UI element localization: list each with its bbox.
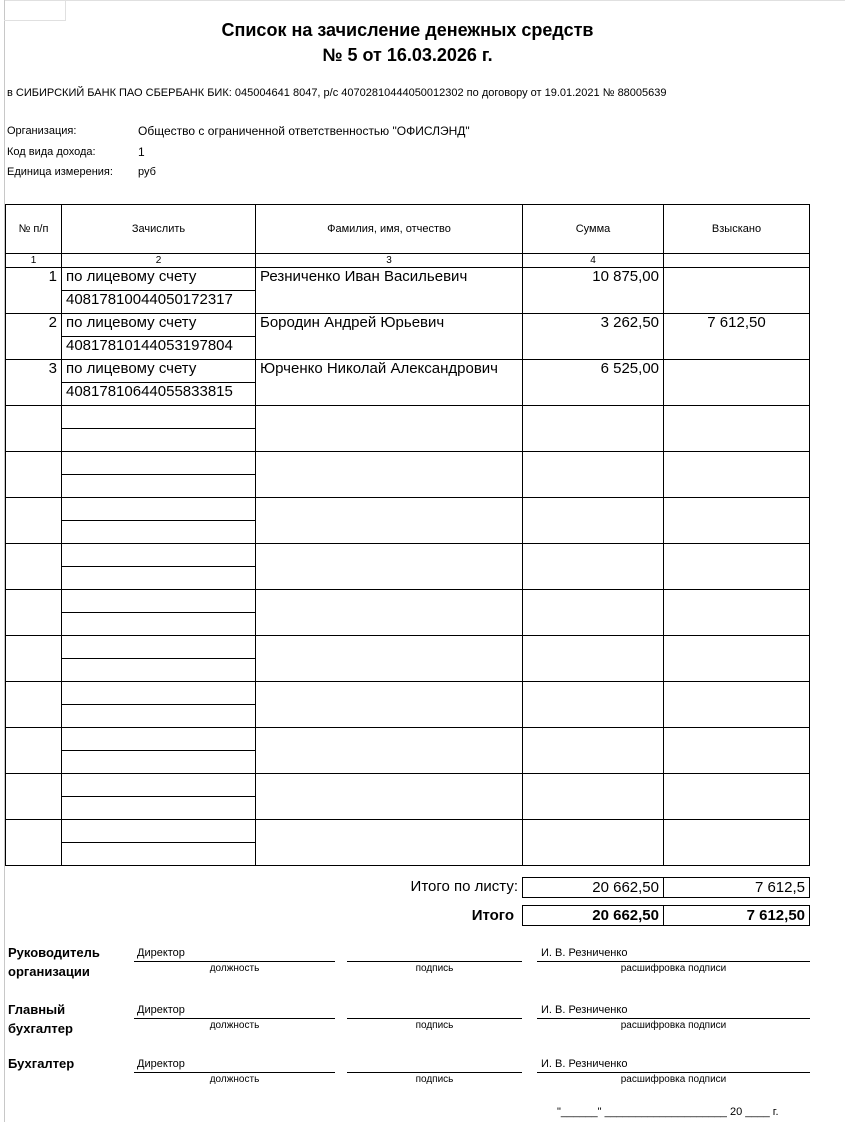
sheet-total-withheld: 7 612,5 — [663, 877, 810, 898]
column-number-row — [6, 254, 810, 268]
account-number: 40817810144053197804 — [62, 337, 256, 360]
caption-signature: подпись — [415, 963, 454, 974]
employee-name: Юрченко Николай Александрович — [256, 360, 523, 406]
decoding-line — [537, 1018, 810, 1019]
signature-position: Директор — [137, 1004, 185, 1016]
signature-line — [347, 1018, 522, 1019]
caption-position: должность — [209, 1020, 260, 1031]
table-row — [6, 314, 810, 337]
col-number: 2 — [62, 254, 256, 268]
empty-row — [6, 406, 810, 429]
document-number: № 5 от 16.03.2026 г. — [322, 45, 493, 65]
grand-total-withheld: 7 612,50 — [663, 905, 810, 926]
empty-row — [6, 544, 810, 567]
payment-table — [5, 204, 810, 866]
empty-row — [6, 590, 810, 613]
empty-row — [6, 636, 810, 659]
signature-title-chief-accountant: Главный бухгалтер — [8, 1002, 73, 1036]
credit-method: по лицевому счету — [62, 268, 256, 291]
org-value: Общество с ограниченной ответственностью "ОФИСЛЭНД" — [138, 124, 470, 138]
col-header-fullname: Фамилия, имя, отчество — [256, 205, 523, 254]
income-code-value: 1 — [138, 145, 145, 159]
credit-method: по лицевому счету — [62, 360, 256, 383]
position-line — [134, 1018, 335, 1019]
employee-name: Резниченко Иван Васильевич — [256, 268, 523, 314]
grand-total-amount: 20 662,50 — [522, 905, 664, 926]
signature-title-accountant: Бухгалтер — [8, 1056, 75, 1071]
bank-details: в СИБИРСКИЙ БАНК ПАО СБЕРБАНК БИК: 045004641 8047, р/с 40702810444050012302 по договору от 19.01.2021 № 88005639 — [7, 87, 667, 99]
signature-decoding: И. В. Резниченко — [541, 947, 628, 959]
empty-row — [6, 682, 810, 705]
caption-position: должность — [209, 1074, 260, 1085]
caption-signature: подпись — [415, 1020, 454, 1031]
col-header-withheld: Взыскано — [664, 205, 810, 254]
page-top-border — [4, 0, 845, 1]
sheet-total-label: Итого по листу: — [410, 878, 518, 895]
caption-decoding: расшифровка подписи — [620, 963, 727, 974]
empty-row — [6, 498, 810, 521]
employee-name: Бородин Андрей Юрьевич — [256, 314, 523, 360]
col-header-amount: Сумма — [523, 205, 664, 254]
col-number: 3 — [256, 254, 523, 268]
amount: 3 262,50 — [523, 314, 664, 360]
col-number: 4 — [523, 254, 664, 268]
unit-value: руб — [138, 166, 156, 178]
row-number: 1 — [6, 268, 62, 314]
empty-row — [6, 820, 810, 843]
account-number: 40817810044050172317 — [62, 291, 256, 314]
signature-line — [347, 1072, 522, 1073]
signature-position: Директор — [137, 1058, 185, 1070]
account-number: 40817810644055833815 — [62, 383, 256, 406]
unit-label: Единица измерения: — [7, 166, 113, 178]
org-label: Организация: — [7, 125, 77, 137]
empty-row — [6, 774, 810, 797]
caption-decoding: расшифровка подписи — [620, 1074, 727, 1085]
signature-decoding: И. В. Резниченко — [541, 1004, 628, 1016]
empty-row — [6, 728, 810, 751]
table-row — [6, 360, 810, 383]
decoding-line — [537, 961, 810, 962]
amount: 6 525,00 — [523, 360, 664, 406]
col-number: 1 — [6, 254, 62, 268]
row-number: 2 — [6, 314, 62, 360]
income-code-label: Код вида дохода: — [7, 146, 96, 158]
signature-line — [347, 961, 522, 962]
position-line — [134, 961, 335, 962]
credit-method: по лицевому счету — [62, 314, 256, 337]
date-line: "______" ____________________ 20 ____ г. — [557, 1106, 779, 1118]
amount: 10 875,00 — [523, 268, 664, 314]
grand-total-label: Итого — [471, 907, 514, 924]
caption-position: должность — [209, 963, 260, 974]
empty-row — [6, 452, 810, 475]
signature-position: Директор — [137, 947, 185, 959]
col-number — [664, 254, 810, 268]
signature-decoding: И. В. Резниченко — [541, 1058, 628, 1070]
withheld — [664, 360, 810, 406]
row-number: 3 — [6, 360, 62, 406]
table-row — [6, 268, 810, 291]
caption-signature: подпись — [415, 1074, 454, 1085]
withheld — [664, 268, 810, 314]
col-header-credit: Зачислить — [62, 205, 256, 254]
document-title: Список на зачисление денежных средств — [221, 20, 594, 40]
signature-title-director: Руководитель организации — [8, 945, 100, 979]
col-header-number: № п/п — [6, 205, 62, 254]
position-line — [134, 1072, 335, 1073]
corner-cell — [4, 0, 66, 21]
decoding-line — [537, 1072, 810, 1073]
sheet-total-amount: 20 662,50 — [522, 877, 664, 898]
withheld: 7 612,50 — [664, 314, 810, 360]
table-header-row — [6, 205, 810, 254]
caption-decoding: расшифровка подписи — [620, 1020, 727, 1031]
